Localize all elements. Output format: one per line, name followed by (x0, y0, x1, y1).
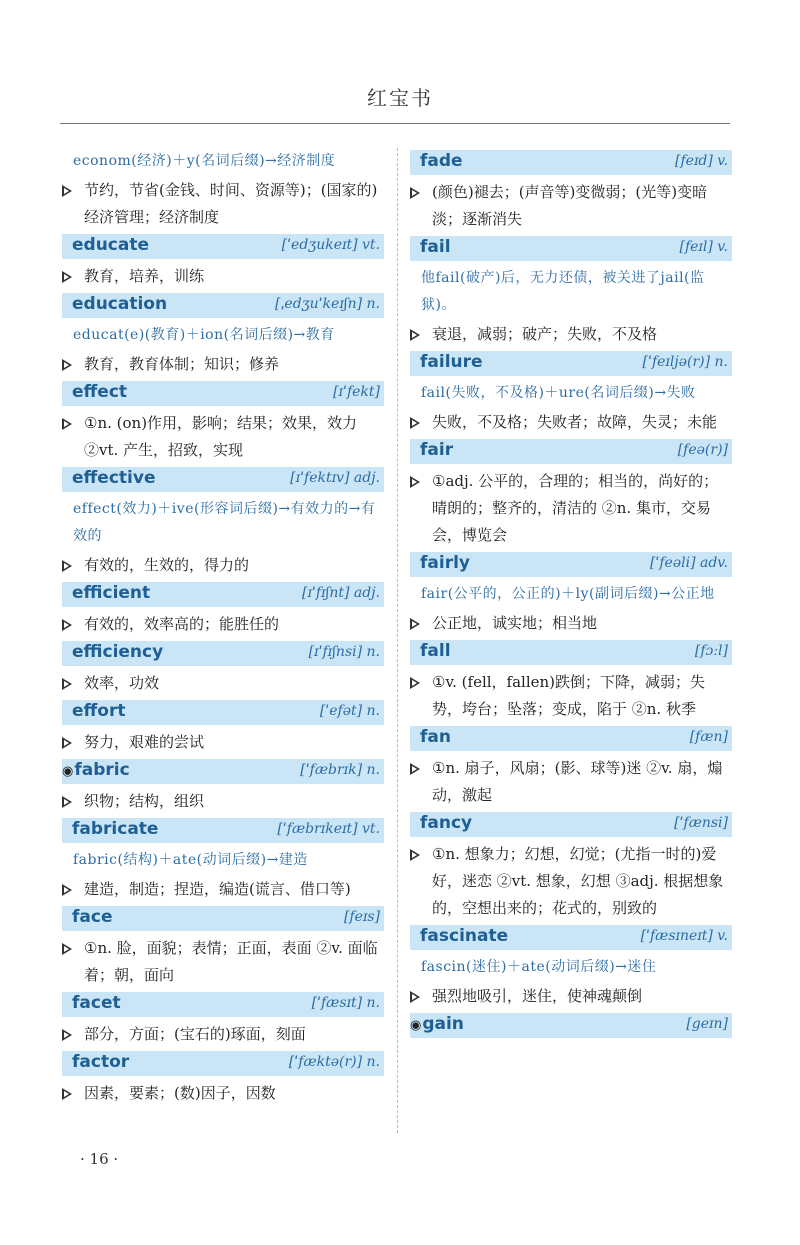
triangle-bullet-icon (62, 678, 72, 690)
definition (62, 729, 384, 756)
definition (62, 177, 384, 231)
definition (62, 1080, 384, 1107)
definition (410, 468, 732, 549)
headword (72, 993, 121, 1013)
phonetic: [ˈfæbrɪk] n. (300, 762, 380, 778)
dictionary-entry (410, 640, 732, 723)
headword-text: fair (420, 440, 454, 460)
entry-header (410, 351, 732, 376)
triangle-bullet-icon (410, 618, 420, 630)
page-number: · 16 · (80, 1150, 119, 1168)
headword (62, 760, 130, 780)
headword-text: gain (422, 1014, 464, 1034)
definition-text: 节约，节省(金钱、时间、资源等)；(国家的)经济管理；经济制度 (84, 181, 378, 226)
dictionary-entry (62, 148, 384, 231)
definition-text: 织物；结构，组织 (84, 792, 205, 810)
entry-header (410, 640, 732, 665)
phonetic: [ˈfeəli] adv. (649, 555, 728, 571)
key-word-marker-icon: ◉ (410, 1018, 422, 1033)
headword (72, 583, 150, 603)
dictionary-entry (410, 812, 732, 922)
phonetic: [fɔːl] (694, 643, 728, 659)
entry-header (410, 925, 732, 950)
headword-text: fascinate (420, 926, 509, 946)
definition-text: 失败，不及格；失败者；故障，失灵；未能 (432, 413, 718, 431)
triangle-bullet-icon (62, 359, 72, 371)
title-rule (60, 123, 730, 124)
dictionary-entry (62, 1051, 384, 1107)
headword-text: education (72, 294, 168, 314)
definition-text: ①adj. 公平的，合理的；相当的，尚好的；晴朗的；整齐的，清洁的 ②n. 集市，交易会，博览会 (432, 472, 719, 544)
definition-text: 努力，艰难的尝试 (84, 733, 205, 751)
headword (410, 1014, 464, 1034)
entry-header (62, 906, 384, 931)
headword (72, 382, 127, 402)
dictionary-entry (62, 467, 384, 579)
triangle-bullet-icon (62, 418, 72, 430)
triangle-bullet-icon (62, 1029, 72, 1041)
definition (62, 263, 384, 290)
headword-text: effort (72, 701, 126, 721)
dictionary-entry (62, 234, 384, 290)
triangle-bullet-icon (62, 884, 72, 896)
headword-text: fancy (420, 813, 473, 833)
dictionary-entry (62, 582, 384, 638)
definition-text: 有效的，效率高的；能胜任的 (84, 615, 280, 633)
phonetic: [ˈedʒukeɪt] vt. (281, 237, 380, 253)
headword-text: fairly (420, 553, 470, 573)
entry-header (62, 992, 384, 1017)
triangle-bullet-icon (62, 1088, 72, 1100)
etymology-note: effect(效力)＋ive(形容词后缀)→有效力的→有效的 (73, 501, 376, 544)
phonetic: [ˈfæbrɪkeɪt] vt. (277, 821, 380, 837)
entry-header (410, 1013, 732, 1038)
headword (420, 553, 470, 573)
entry-header (62, 293, 384, 318)
headword-text: fabricate (72, 819, 159, 839)
definition-text: ①n. 扇子，风扇；(影、球等)迷 ②v. 扇，煽动，激起 (432, 759, 723, 804)
definition-text: 有效的，生效的，得力的 (84, 556, 250, 574)
column-divider (397, 148, 398, 1133)
headword (72, 468, 155, 488)
dictionary-entry (62, 906, 384, 989)
triangle-bullet-icon (62, 560, 72, 572)
etymology-note: econom(经济)＋y(名词后缀)→经济制度 (73, 153, 336, 169)
entry-header (62, 818, 384, 843)
entry-header (62, 759, 384, 784)
entry-header (62, 1051, 384, 1076)
triangle-bullet-icon (410, 677, 420, 689)
phonetic: [ˈfæsɪneɪt] v. (640, 928, 728, 944)
headword (420, 352, 483, 372)
headword-text: fail (420, 237, 451, 257)
phonetic: [ˈfeɪljə(r)] n. (642, 354, 728, 370)
definition (410, 983, 732, 1010)
headword (420, 440, 453, 460)
dictionary-entry (410, 236, 732, 348)
headword (420, 641, 451, 661)
headword (420, 813, 472, 833)
headword-text: failure (420, 352, 483, 372)
dictionary-entry (62, 293, 384, 378)
definition (62, 611, 384, 638)
definition-text: 部分，方面；(宝石的)琢面，刻面 (84, 1025, 306, 1043)
headword-text: effective (72, 468, 156, 488)
headword-text: fan (420, 727, 451, 747)
headword (72, 235, 149, 255)
definition-text: ①n. (on)作用，影响；结果；效果，效力 ②vt. 产生，招致，实现 (84, 414, 358, 459)
entry-header (410, 439, 732, 464)
definition-text: ①n. 脸，面貌；表情；正面，表面 ②v. 面临着；朝，面向 (84, 939, 378, 984)
dictionary-entry (62, 381, 384, 464)
dictionary-entry (410, 351, 732, 436)
entry-header (62, 467, 384, 492)
headword-text: face (72, 907, 113, 927)
definition-text: 效率，功效 (84, 674, 160, 692)
headword (72, 701, 126, 721)
triangle-bullet-icon (410, 187, 420, 199)
headword (72, 907, 112, 927)
headword-text: fabric (74, 760, 130, 780)
triangle-bullet-icon (410, 991, 420, 1003)
headword (72, 819, 158, 839)
entry-header (410, 150, 732, 175)
phonetic: [ɪˈfɪʃnsi] n. (308, 644, 380, 660)
dictionary-entry (62, 641, 384, 697)
phonetic: [geɪn] (686, 1016, 728, 1032)
phonetic: [ˈfæsɪt] n. (311, 995, 380, 1011)
triangle-bullet-icon (62, 619, 72, 631)
definition (410, 755, 732, 809)
definition (410, 610, 732, 637)
headword (420, 237, 451, 257)
headword-text: effect (72, 382, 128, 402)
headword (72, 1052, 129, 1072)
phonetic: [fæn] (689, 729, 728, 745)
dictionary-entry (410, 1013, 732, 1038)
page-title: 红宝书 (367, 86, 433, 110)
definition-text: ①n. 想象力；幻想，幻觉；(尤指一时的)爱好，迷恋 ②vt. 想象，幻想 ③adj. 根据想象的，空想出来的；花式的，别致的 (432, 845, 724, 917)
entry-header (62, 700, 384, 725)
definition-text: 衰退，减弱；破产；失败，不及格 (432, 325, 658, 343)
definition-text: 建造，制造；捏造，编造(谎言、借口等) (84, 880, 351, 898)
right-column (410, 148, 732, 1042)
definition (62, 670, 384, 697)
etymology-note: educat(e)(教育)＋ion(名词后缀)→教育 (73, 327, 335, 343)
headword (420, 727, 451, 747)
phonetic: [ˈefət] n. (319, 703, 380, 719)
etymology-note: fair(公平的，公正的)＋ly(副词后缀)→公正地 (421, 586, 715, 602)
headword (72, 642, 163, 662)
dictionary-entry (410, 726, 732, 809)
definition (410, 321, 732, 348)
phonetic: [ˌedʒuˈkeɪʃn] n. (275, 296, 380, 312)
definition (410, 669, 732, 723)
dictionary-entry (410, 925, 732, 1010)
definition (410, 409, 732, 436)
phonetic: [ɪˈfekt] (333, 384, 380, 400)
dictionary-entry (62, 700, 384, 756)
triangle-bullet-icon (410, 476, 420, 488)
phonetic: [feɪs] (343, 909, 380, 925)
etymology-note: fail(失败，不及格)＋ure(名词后缀)→失败 (421, 385, 696, 401)
definition (62, 1021, 384, 1048)
definition (62, 552, 384, 579)
headword (420, 926, 508, 946)
triangle-bullet-icon (62, 185, 72, 197)
etymology-note: 他fail(破产)后，无力还债，被关进了jail(监狱)。 (421, 270, 705, 313)
etymology-note: fascin(迷住)＋ate(动词后缀)→迷住 (421, 959, 657, 975)
headword-text: factor (72, 1052, 130, 1072)
phonetic: [ɪˈfektɪv] adj. (290, 470, 380, 486)
phonetic: [feɪd] v. (675, 153, 728, 169)
dictionary-entry (410, 552, 732, 637)
entry-header (410, 236, 732, 261)
definition-text: 教育，教育体制；知识；修养 (84, 355, 280, 373)
entry-header (62, 381, 384, 406)
definition (62, 788, 384, 815)
definition-text: 强烈地吸引，迷住，使神魂颠倒 (432, 987, 643, 1005)
triangle-bullet-icon (62, 737, 72, 749)
headword-text: efficiency (72, 642, 164, 662)
dictionary-entry (410, 439, 732, 549)
triangle-bullet-icon (410, 417, 420, 429)
definition-text: 因素，要素；(数)因子，因数 (84, 1084, 276, 1102)
headword-text: fall (420, 641, 451, 661)
dictionary-entry (62, 818, 384, 903)
entry-header (410, 726, 732, 751)
dictionary-entry (410, 150, 732, 233)
phonetic: [feə(r)] (677, 442, 728, 458)
entry-header (410, 812, 732, 837)
entry-header (62, 641, 384, 666)
left-column (62, 148, 384, 1110)
phonetic: [ɪˈfɪʃnt] adj. (301, 585, 380, 601)
phonetic: [feɪl] v. (679, 239, 728, 255)
headword-text: fade (420, 151, 463, 171)
triangle-bullet-icon (410, 849, 420, 861)
definition-text: ①v. (fell，fallen)跌倒；下降，减弱；失势，垮台；坠落；变成，陷于 ②n. 秋季 (432, 673, 706, 718)
dictionary-entry (62, 992, 384, 1048)
headword (420, 151, 463, 171)
definition (410, 179, 732, 233)
definition (62, 410, 384, 464)
triangle-bullet-icon (62, 271, 72, 283)
definition (62, 351, 384, 378)
phonetic: [ˈfænsi] (674, 815, 728, 831)
phonetic: [ˈfæktə(r)] n. (288, 1054, 380, 1070)
etymology-note: fabric(结构)＋ate(动词后缀)→建造 (73, 852, 308, 868)
triangle-bullet-icon (62, 796, 72, 808)
headword-text: facet (72, 993, 121, 1013)
definition-text: 教育，培养，训练 (84, 267, 205, 285)
definition-text: (颜色)褪去；(声音等)变微弱；(光等)变暗淡；逐渐消失 (432, 183, 708, 228)
entry-header (62, 234, 384, 259)
entry-header (62, 582, 384, 607)
headword-text: efficient (72, 583, 151, 603)
key-word-marker-icon: ◉ (62, 764, 74, 779)
definition (62, 935, 384, 989)
triangle-bullet-icon (410, 763, 420, 775)
headword-text: educate (72, 235, 150, 255)
dictionary-entry (62, 759, 384, 815)
definition-text: 公正地，诚实地；相当地 (432, 614, 598, 632)
entry-header (410, 552, 732, 577)
triangle-bullet-icon (62, 943, 72, 955)
headword (72, 294, 167, 314)
triangle-bullet-icon (410, 329, 420, 341)
definition (410, 841, 732, 922)
definition (62, 876, 384, 903)
